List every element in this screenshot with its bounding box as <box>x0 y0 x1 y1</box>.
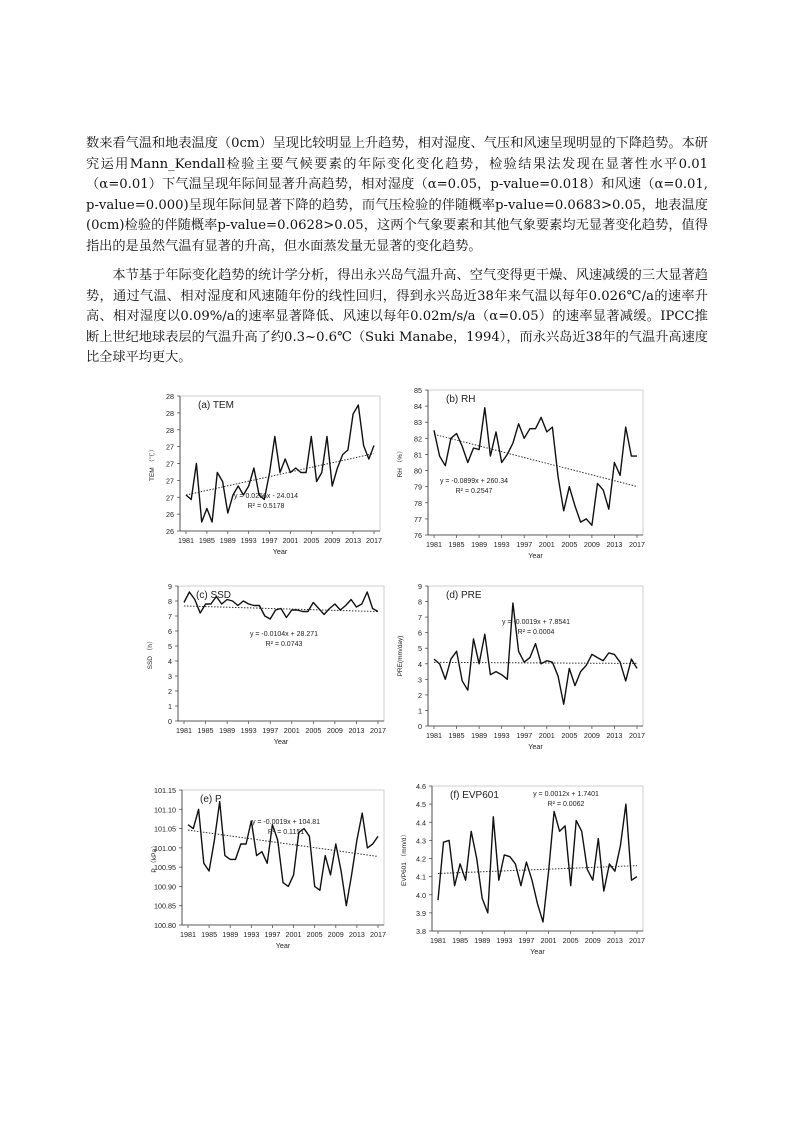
y-tick-label: 100.85 <box>154 901 176 911</box>
x-tick-label: 2005 <box>305 726 322 735</box>
y-axis-title: RH （%） <box>397 447 404 478</box>
y-tick-label: 6 <box>168 627 172 636</box>
y-axis-title: SSD （h） <box>147 637 154 670</box>
x-tick-label: 1989 <box>219 536 236 545</box>
y-tick-label: 8 <box>168 597 172 606</box>
y-tick-label: 77 <box>414 514 422 524</box>
x-tick-label: 2005 <box>306 930 323 939</box>
r-squared: R² = 0.0743 <box>265 641 303 648</box>
x-tick-label: 2009 <box>326 726 343 735</box>
y-tick-label: 4.6 <box>416 782 426 791</box>
x-tick-label: 2001 <box>282 536 299 545</box>
y-tick-label: 85 <box>414 386 422 395</box>
y-tick-label: 26 <box>166 527 174 536</box>
y-tick-label: 5 <box>418 644 422 654</box>
x-axis-title: Year <box>273 737 289 746</box>
chart-svg <box>386 776 648 971</box>
y-tick-label: 101.10 <box>154 805 176 815</box>
x-tick-label: 1997 <box>518 936 535 945</box>
plot-frame <box>432 786 643 931</box>
panel-title: (a) TEM <box>198 400 234 411</box>
x-tick-label: 2017 <box>629 731 645 740</box>
y-tick-label: 101.05 <box>154 824 176 834</box>
y-tick-label: 82 <box>414 434 422 444</box>
x-tick-label: 2013 <box>345 536 362 545</box>
y-tick-label: 27 <box>166 442 174 452</box>
trend-line <box>434 662 637 663</box>
y-tick-label: 3 <box>168 672 172 681</box>
y-tick-label: 3.9 <box>416 908 426 918</box>
chart-svg <box>136 780 388 965</box>
y-tick-label: 0 <box>168 717 172 726</box>
panel-title: (c) SSD <box>196 590 231 601</box>
x-tick-label: 2013 <box>606 936 623 945</box>
x-tick-label: 1997 <box>516 540 533 549</box>
x-tick-label: 1985 <box>198 536 215 545</box>
y-tick-label: 79 <box>414 482 422 492</box>
series-line <box>188 802 378 906</box>
y-tick-label: 100.95 <box>154 863 176 873</box>
y-tick-label: 3.8 <box>416 927 426 936</box>
y-tick-label: 5 <box>168 642 172 651</box>
x-tick-label: 2017 <box>370 726 386 735</box>
x-tick-label: 2001 <box>538 540 555 549</box>
y-tick-label: 28 <box>166 425 174 435</box>
x-tick-label: 1993 <box>243 930 260 939</box>
panel-title: (b) RH <box>446 394 476 405</box>
panel-title: (e) P <box>200 794 222 805</box>
y-tick-label: 101.00 <box>154 843 176 853</box>
panel-title: (f) EVP601 <box>450 790 499 801</box>
x-tick-label: 2009 <box>583 731 600 740</box>
y-tick-label: 84 <box>414 402 422 412</box>
trend-equation: y = -0.0019x + 104.81 <box>251 819 321 826</box>
y-tick-label: 26 <box>166 510 174 520</box>
x-tick-label: 2009 <box>583 540 600 549</box>
plot-frame <box>428 586 643 726</box>
x-tick-label: 1981 <box>176 726 192 735</box>
trend-equation: y = -0.0104x + 28.271 <box>249 631 319 638</box>
chart-svg <box>386 380 648 575</box>
trend-equation: y = 0.0256x - 24.014 <box>233 493 299 500</box>
r-squared: R² = 0.0062 <box>547 801 585 808</box>
r-squared: R² = 0.5178 <box>247 503 285 510</box>
x-tick-label: 2017 <box>629 936 645 945</box>
y-tick-label: 28 <box>166 408 174 418</box>
x-tick-label: 1981 <box>180 930 196 939</box>
x-tick-label: 2013 <box>606 731 623 740</box>
chart-ssd <box>136 576 388 761</box>
y-tick-label: 4.2 <box>416 854 426 864</box>
x-tick-label: 2009 <box>324 536 341 545</box>
x-tick-label: 2017 <box>370 930 386 939</box>
x-tick-label: 1989 <box>471 540 488 549</box>
y-tick-label: 27 <box>166 476 174 486</box>
x-tick-label: 2001 <box>285 930 302 939</box>
x-axis-title: Year <box>275 941 291 950</box>
x-tick-label: 2017 <box>629 540 645 549</box>
x-tick-label: 1981 <box>426 731 442 740</box>
x-tick-label: 1993 <box>496 936 513 945</box>
y-tick-label: 78 <box>414 498 422 508</box>
r-squared: R² = 0.1151 <box>267 829 305 836</box>
x-tick-label: 2001 <box>540 936 557 945</box>
series-line <box>438 804 637 922</box>
y-tick-label: 4.4 <box>416 818 426 828</box>
y-tick-label: 81 <box>414 450 422 460</box>
trend-equation: y = -0.0019x + 7.8541 <box>501 619 571 626</box>
y-axis-title: EVP601 （mm/d） <box>401 831 408 886</box>
y-tick-label: 28 <box>166 392 174 401</box>
y-tick-label: 4 <box>168 657 172 666</box>
x-tick-label: 1997 <box>261 536 278 545</box>
chart-p <box>136 780 388 965</box>
y-tick-label: 4.3 <box>416 836 426 846</box>
y-tick-label: 4 <box>418 659 422 669</box>
y-tick-label: 1 <box>418 706 422 716</box>
y-tick-label: 80 <box>414 466 422 476</box>
y-axis-title: PRE(mm/day) <box>397 635 404 677</box>
x-tick-label: 1981 <box>178 536 194 545</box>
x-tick-label: 2005 <box>561 731 578 740</box>
x-tick-label: 1997 <box>516 731 533 740</box>
x-tick-label: 2001 <box>538 731 555 740</box>
x-tick-label: 2013 <box>606 540 623 549</box>
x-tick-label: 1993 <box>240 536 257 545</box>
chart-svg <box>386 576 648 766</box>
paragraph-1-block <box>86 134 708 258</box>
trend-equation: y = 0.0012x + 1.7401 <box>533 791 599 798</box>
y-tick-label: 7 <box>418 613 422 623</box>
chart-svg <box>136 576 388 761</box>
y-tick-label: 76 <box>414 531 422 540</box>
chart-rh <box>386 380 648 575</box>
plot-frame <box>180 396 380 531</box>
paragraph-2: 本节基于年际变化趋势的统计学分析，得出永兴岛气温升高、空气变得更干燥、风速减缓的三大显著趋势，通过气温、相对湿度和风速随年份的线性回归，得到永兴岛近38年来气温以每年0.026℃/a的速率升高、相对湿度以0.09%/a的速率显著降低、风速以每年0.02m/s/a（α=0.05）的速率显著减缓。IPCC推断上世纪地球表层的气温升高了约0.3~0.6℃（Suki Manabe，1994），而永兴岛近38年的气温升高速度比全球平均更大。 <box>86 268 708 366</box>
x-tick-label: 2013 <box>348 726 365 735</box>
y-tick-label: 2 <box>168 687 172 696</box>
x-tick-label: 2005 <box>303 536 320 545</box>
x-tick-label: 2013 <box>348 930 365 939</box>
x-tick-label: 1989 <box>474 936 491 945</box>
y-tick-label: 27 <box>166 493 174 503</box>
x-axis-title: Year <box>528 551 543 560</box>
x-tick-label: 1993 <box>240 726 257 735</box>
x-tick-label: 1981 <box>430 936 446 945</box>
x-tick-label: 1989 <box>219 726 236 735</box>
x-axis-title: Year <box>272 547 288 556</box>
x-tick-label: 2005 <box>562 936 579 945</box>
chart-evp601 <box>386 776 648 971</box>
y-axis-title: TEM （℃） <box>149 445 156 482</box>
r-squared: R² = 0.2547 <box>455 488 493 495</box>
x-axis-title: Year <box>528 742 543 751</box>
y-tick-label: 100.90 <box>154 882 176 892</box>
trend-equation: y = -0.0899x + 260.34 <box>439 478 509 485</box>
x-tick-label: 2001 <box>283 726 300 735</box>
chart-pre <box>386 576 648 766</box>
panel-title: (d) PRE <box>446 590 482 601</box>
paragraph-1: 数来看气温和地表温度（0cm）呈现比较明显上升趋势，相对湿度、气压和风速呈现明显的下降趋势。本研究运用Mann_Kendall检验主要气候要素的年际变化变化趋势，检验结果法发现在显著性水平0.01（α=0.01）下气温呈现年际间显著升高趋势，相对湿度（α=0.05，p-value=0.018）和风速（α=0.01, p-value=0.000)呈现年际间显著下降的趋势，而气压检验的伴随概率p-value=0.0683>0.05，地表温度(0cm)检验的伴随概率p-value=0.0628>0.05，这两个气象要素和其他气象要素均无显著变化趋势，值得指出的是虽然气温有显著的升高，但水面蒸发量无显著的变化趋势。 <box>86 136 708 254</box>
y-tick-label: 2 <box>418 690 422 700</box>
x-tick-label: 2017 <box>366 536 382 545</box>
chart-svg <box>136 386 386 571</box>
x-tick-label: 1985 <box>452 936 469 945</box>
x-tick-label: 1985 <box>448 731 465 740</box>
y-axis-title: P （kPa） <box>151 842 158 873</box>
r-squared: R² = 0.0004 <box>517 629 555 636</box>
y-tick-label: 1 <box>168 702 172 711</box>
y-tick-label: 27 <box>166 459 174 469</box>
y-tick-label: 8 <box>418 597 422 607</box>
x-tick-label: 1993 <box>493 540 510 549</box>
y-tick-label: 9 <box>168 582 172 591</box>
x-tick-label: 1985 <box>201 930 218 939</box>
y-tick-label: 83 <box>414 418 422 428</box>
y-tick-label: 9 <box>418 582 422 591</box>
x-tick-label: 2009 <box>327 930 344 939</box>
x-tick-label: 2005 <box>561 540 578 549</box>
y-tick-label: 4.0 <box>416 890 426 900</box>
y-tick-label: 101.15 <box>154 786 176 795</box>
y-tick-label: 7 <box>168 612 172 621</box>
x-tick-label: 1993 <box>493 731 510 740</box>
y-tick-label: 100.80 <box>154 921 176 930</box>
x-tick-label: 2009 <box>584 936 601 945</box>
x-tick-label: 1989 <box>222 930 239 939</box>
x-tick-label: 1997 <box>262 726 279 735</box>
trend-line <box>186 454 374 495</box>
y-tick-label: 4.5 <box>416 800 426 810</box>
y-tick-label: 6 <box>418 628 422 638</box>
x-tick-label: 1997 <box>264 930 281 939</box>
series-line <box>434 408 637 526</box>
plot-frame <box>428 390 643 535</box>
paragraph-2-block <box>86 266 708 369</box>
y-tick-label: 3 <box>418 675 422 685</box>
y-tick-label: 0 <box>418 722 422 731</box>
x-tick-label: 1989 <box>471 731 488 740</box>
x-tick-label: 1985 <box>448 540 465 549</box>
chart-tem <box>136 386 386 571</box>
x-tick-label: 1985 <box>197 726 214 735</box>
y-tick-label: 4.1 <box>416 872 426 882</box>
x-axis-title: Year <box>530 947 545 956</box>
x-tick-label: 1981 <box>426 540 442 549</box>
